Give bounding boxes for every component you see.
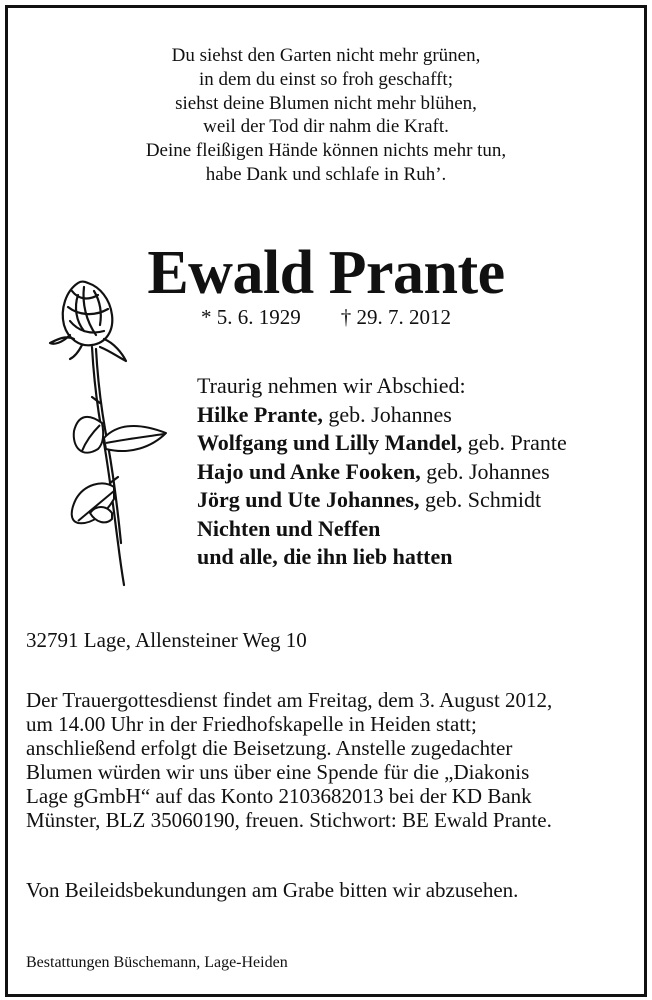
mourner-suffix: geb. Schmidt <box>419 487 542 512</box>
service-line: Blumen würden wir uns über eine Spende für die „Diakonis <box>26 760 530 784</box>
rose-icon <box>48 273 178 588</box>
address: 32791 Lage, Allensteiner Weg 10 <box>26 628 307 652</box>
mourner-suffix: geb. Prante <box>462 430 567 455</box>
poem <box>8 44 644 187</box>
undertaker: Bestattungen Büschemann, Lage-Heiden <box>26 954 288 971</box>
poem-line: Deine fleißigen Hände können nichts mehr tun, <box>145 140 507 162</box>
mourner-name: Nichten und Neffen <box>197 515 381 541</box>
deceased-name: Ewald Prante <box>147 239 505 307</box>
condolence-note: Von Beileidsbekundungen am Grabe bitten wir abzusehen. <box>26 878 519 902</box>
service-line: um 14.00 Uhr in der Friedhofskapelle in Heiden statt; <box>26 712 477 736</box>
mourner-entry <box>197 458 567 487</box>
mourner-name: Hajo und Anke Fooken, <box>197 458 421 484</box>
mourners-list <box>197 372 567 572</box>
mourner-suffix: geb. Johannes <box>322 401 452 427</box>
service-info <box>26 688 552 832</box>
poem-line: Du siehst den Garten nicht mehr grünen, <box>171 45 481 66</box>
poem-line: in dem du einst so froh geschafft; <box>199 68 453 90</box>
death-date: † 29. 7. 2012 <box>340 305 451 329</box>
life-dates <box>201 305 451 330</box>
poem-line: siehst deine Blumen nicht mehr blühen, <box>175 92 477 114</box>
service-line: anschließend erfolgt die Beisetzung. Anstelle zugedachter <box>26 736 513 760</box>
poem-line: weil der Tod dir nahm die Kraft. <box>203 116 449 138</box>
mourner-name: Hilke Prante, <box>197 401 323 427</box>
mourner-name: und alle, die ihn lieb hatten <box>197 544 453 569</box>
mourner-entry <box>197 429 567 458</box>
mourner-entry <box>197 515 567 544</box>
mourner-suffix: geb. Johannes <box>420 458 550 484</box>
poem-line: habe Dank und schlafe in Ruh’. <box>205 163 447 185</box>
mourners-intro: Traurig nehmen wir Abschied: <box>197 373 466 398</box>
mourner-entry <box>197 543 567 572</box>
birth-date: * 5. 6. 1929 <box>201 305 301 329</box>
service-line: Lage gGmbH“ auf das Konto 2103682013 bei der KD Bank <box>26 784 532 808</box>
mourner-name: Jörg und Ute Johannes, <box>197 487 420 512</box>
service-line: Münster, BLZ 35060190, freuen. Stichwort: BE Ewald Prante. <box>26 808 552 832</box>
service-line: Der Trauergottesdienst findet am Freitag, dem 3. August 2012, <box>26 688 553 712</box>
mourner-entry <box>197 401 567 430</box>
mourner-name: Wolfgang und Lilly Mandel, <box>197 430 463 455</box>
mourner-entry <box>197 486 567 515</box>
obituary-frame <box>5 5 647 997</box>
